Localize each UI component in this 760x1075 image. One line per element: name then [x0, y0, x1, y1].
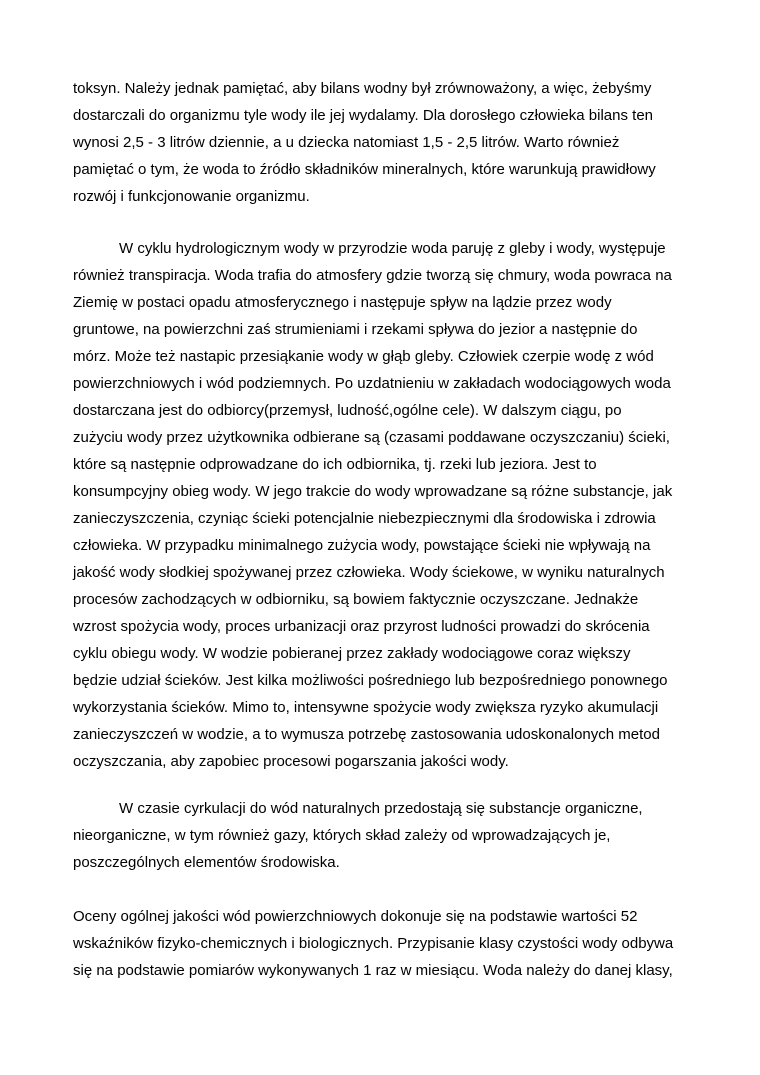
text-line: procesów zachodzących w odbiorniku, są bowiem faktycznie oczyszczane. Jednakże — [73, 591, 639, 608]
text-line: dostarczana jest do odbiorcy(przemysł, ludność,ogólne cele). W dalszym ciągu, po — [73, 402, 622, 419]
text-line: powierzchniowych i wód podziemnych. Po uzdatnieniu w zakładach wodociągowych woda — [73, 375, 671, 392]
text-line: zanieczyszczenia, czyniąc ścieki potencjalnie niebezpiecznymi dla środowiska i zdrowia — [73, 510, 656, 527]
text-line: będzie udział ścieków. Jest kilka możliwości pośredniego lub bezpośredniego ponownego — [73, 672, 668, 689]
paragraph-water-balance — [73, 75, 713, 210]
text-line: nieorganiczne, w tym również gazy, których skład zależy od wprowadzających je, — [73, 827, 611, 844]
text-line: mórz. Może też nastapic przesiąkanie wody w głąb gleby. Człowiek czerpie wodę z wód — [73, 348, 654, 365]
text-line: jakość wody słodkiej spożywanej przez człowieka. Wody ściekowe, w wyniku naturalnych — [73, 564, 665, 581]
text-line: dostarczali do organizmu tyle wody ile jej wydalamy. Dla dorosłego człowieka bilans ten — [73, 107, 653, 124]
text-line: pamiętać o tym, że woda to źródło składników mineralnych, które warunkują prawidłowy — [73, 161, 656, 178]
text-line: oczyszczania, aby zapobiec procesowi pogarszania jakości wody. — [73, 753, 509, 770]
text-line: toksyn. Należy jednak pamiętać, aby bilans wodny był zrównoważony, a więc, żebyśmy — [73, 80, 652, 97]
text-line: wzrost spożycia wody, proces urbanizacji oraz przyrost ludności prowadzi do skrócenia — [73, 618, 650, 635]
text-line: człowieka. W przypadku minimalnego zużycia wody, powstające ścieki nie wpływają na — [73, 537, 651, 554]
paragraph-circulation — [73, 795, 713, 876]
text-line: się na podstawie pomiarów wykonywanych 1 raz w miesiącu. Woda należy do danej klasy, — [73, 962, 673, 979]
text-line: wykorzystania ścieków. Mimo to, intensywne spożycie wody zwiększa ryzyko akumulacji — [73, 699, 659, 716]
text-line: W czasie cyrkulacji do wód naturalnych przedostają się substancje organiczne, — [119, 800, 643, 817]
paragraph-water-quality — [73, 903, 713, 984]
text-line: konsumpcyjny obieg wody. W jego trakcie do wody wprowadzane są różne substancje, jak — [73, 483, 673, 500]
text-line: zanieczyszczeń w wodzie, a to wymusza potrzebę zastosowania udoskonalonych metod — [73, 726, 660, 743]
text-line: zużyciu wody przez użytkownika odbierane są (czasami poddawane oczyszczaniu) ścieki, — [73, 429, 670, 446]
text-line: Ziemię w postaci opadu atmosferycznego i następuje spływ na lądzie przez wody — [73, 294, 612, 311]
text-line: gruntowe, na powierzchni zaś strumieniami i rzekami spływa do jezior a następnie do — [73, 321, 638, 338]
text-line: W cyklu hydrologicznym wody w przyrodzie woda paruję z gleby i wody, występuje — [119, 240, 666, 257]
text-line: cyklu obiegu wody. W wodzie pobieranej przez zakłady wodociągowe coraz większy — [73, 645, 631, 662]
text-line: również transpiracja. Woda trafia do atmosfery gdzie tworzą się chmury, woda powraca na — [73, 267, 672, 284]
text-line: Oceny ogólnej jakości wód powierzchniowych dokonuje się na podstawie wartości 52 — [73, 908, 638, 925]
text-line: poszczególnych elementów środowiska. — [73, 854, 340, 871]
text-line: które są następnie odprowadzane do ich odbiornika, tj. rzeki lub jeziora. Jest to — [73, 456, 597, 473]
paragraph-hydrological-cycle — [73, 235, 713, 775]
text-line: wynosi 2,5 - 3 litrów dziennie, a u dziecka natomiast 1,5 - 2,5 litrów. Warto również — [73, 134, 620, 151]
text-line: rozwój i funkcjonowanie organizmu. — [73, 188, 310, 205]
text-line: wskaźników fizyko-chemicznych i biologicznych. Przypisanie klasy czystości wody odbywa — [73, 935, 674, 952]
